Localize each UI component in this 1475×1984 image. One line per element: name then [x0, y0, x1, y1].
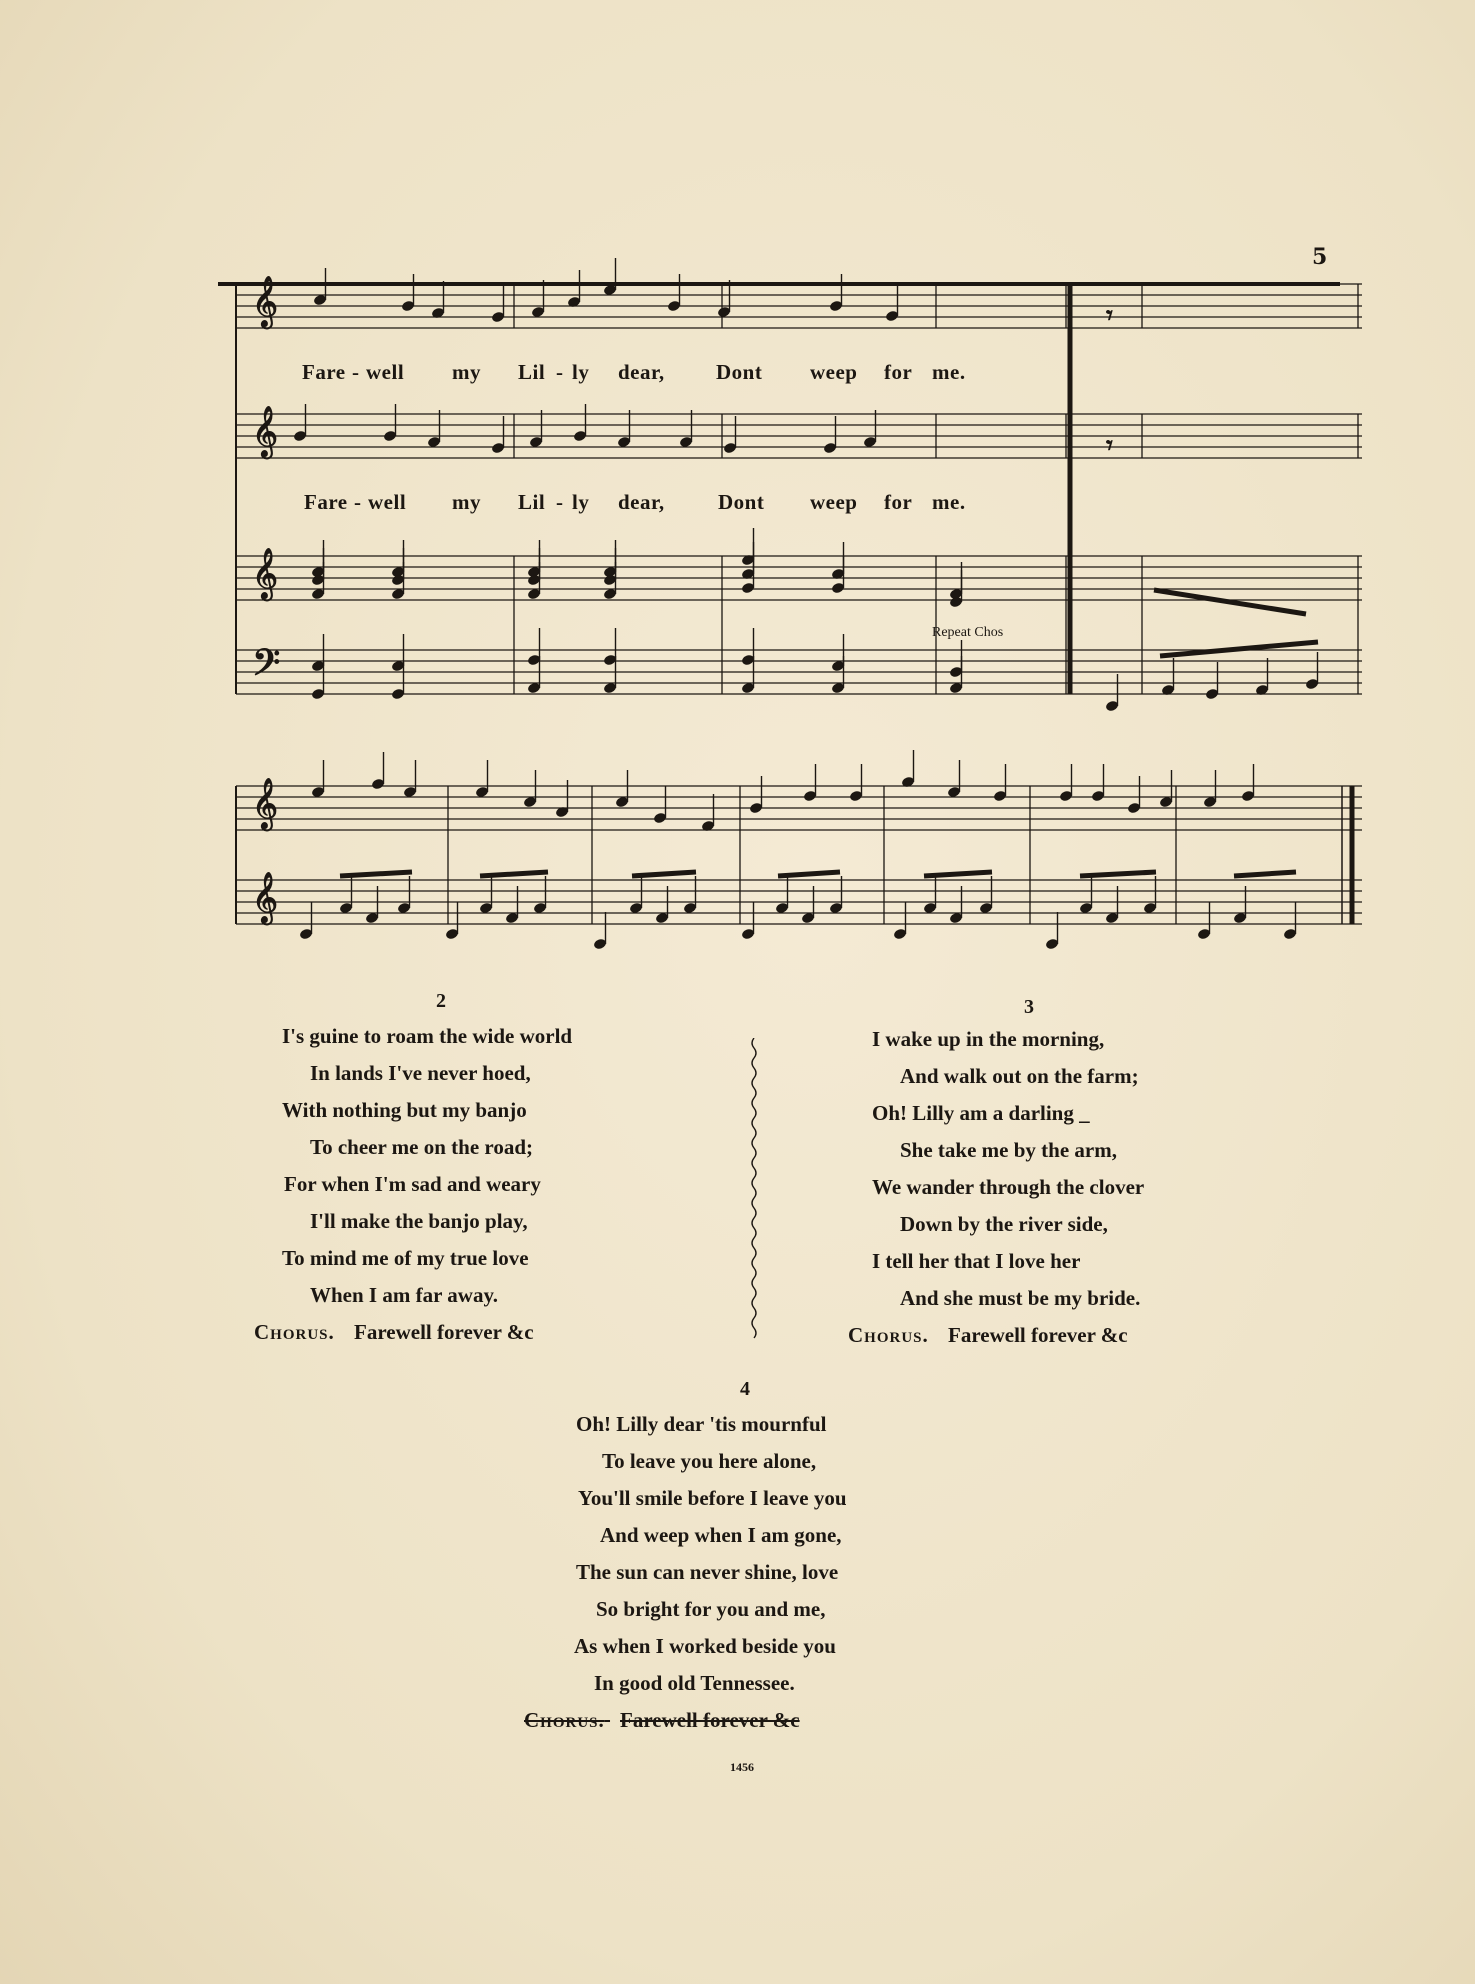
- lyric-voice1-2: well: [366, 360, 405, 384]
- verse-line: So bright for you and me,: [596, 1597, 826, 1621]
- verse-line: To cheer me on the road;: [310, 1135, 534, 1159]
- verse-number: 2: [436, 990, 446, 1012]
- note-beam: [924, 872, 992, 876]
- lyric-voice1-3: my: [452, 360, 481, 384]
- bass-clef-icon: 𝄢: [252, 642, 281, 693]
- eighth-rest-icon: 𝄾: [1106, 431, 1113, 461]
- lyric-voice2-4: Lil: [518, 490, 546, 514]
- verse-line: As when I worked beside you: [574, 1634, 836, 1658]
- verse-line: The sun can never shine, love: [576, 1560, 839, 1584]
- verse-line: When I am far away.: [310, 1283, 499, 1307]
- chorus-line: [524, 1708, 800, 1733]
- verse-line: I wake up in the morning,: [872, 1027, 1105, 1051]
- lyric-voice2-0: Fare: [304, 490, 348, 514]
- lyric-voice1-5: -: [556, 360, 564, 384]
- lyric-voice2-5: -: [556, 490, 564, 514]
- eighth-rest-icon: 𝄾: [1106, 301, 1113, 331]
- chorus-label: Chorus.: [254, 1320, 335, 1344]
- repeat-chorus-note: Repeat Chos: [932, 625, 1004, 640]
- verse-line: Oh! Lilly am a darling _: [872, 1101, 1090, 1125]
- verse-line: And she must be my bride.: [900, 1286, 1141, 1310]
- chorus-text: Farewell forever &c: [354, 1320, 534, 1344]
- lyric-voice2-9: weep: [810, 490, 858, 514]
- note-beam: [1160, 642, 1318, 656]
- lyric-voice1-8: Dont: [716, 360, 763, 384]
- chorus-label: Chorus.: [848, 1323, 929, 1347]
- lyric-voice2-2: well: [368, 490, 407, 514]
- verse-line: In lands I've never hoed,: [310, 1061, 531, 1085]
- note-beam: [632, 872, 696, 876]
- chorus-text: Farewell forever &c: [948, 1323, 1128, 1347]
- lyric-voice2-3: my: [452, 490, 481, 514]
- note-beam: [480, 872, 548, 876]
- lyric-voice2-7: dear,: [618, 490, 665, 514]
- verse-line: In good old Tennessee.: [594, 1671, 795, 1695]
- chorus-text: Farewell forever &c: [620, 1708, 800, 1732]
- lyric-voice1-7: dear,: [618, 360, 665, 384]
- wavy-divider: [750, 1038, 758, 1340]
- verse-line: For when I'm sad and weary: [284, 1172, 541, 1196]
- lyric-voice2-8: Dont: [718, 490, 765, 514]
- lyric-voice1-6: ly: [572, 360, 590, 384]
- verse-line: To mind me of my true love: [282, 1246, 529, 1270]
- lyric-voice2-6: ly: [572, 490, 590, 514]
- verse-line: I tell her that I love her: [872, 1249, 1081, 1273]
- lyric-voice1-10: for: [884, 360, 913, 384]
- note-beam: [1154, 590, 1306, 614]
- page-number: 5: [1312, 244, 1328, 270]
- verse-line: We wander through the clover: [872, 1175, 1145, 1199]
- verse-number: 3: [1024, 996, 1034, 1018]
- treble-clef-icon: 𝄞: [252, 778, 279, 829]
- lyric-voice1-11: me.: [932, 360, 966, 384]
- verse-line: Down by the river side,: [900, 1212, 1108, 1236]
- verse-line: And weep when I am gone,: [600, 1523, 842, 1547]
- note-beam: [1080, 872, 1156, 876]
- verse-line: You'll smile before I leave you: [578, 1486, 847, 1510]
- lyric-voice1-0: Fare: [302, 360, 346, 384]
- lyric-voice1-1: -: [352, 360, 360, 384]
- verse-line: She take me by the arm,: [900, 1138, 1117, 1162]
- lyric-voice1-4: Lil: [518, 360, 546, 384]
- verse-line: I's guine to roam the wide world: [282, 1024, 573, 1048]
- plate-number: 1456: [730, 1760, 754, 1774]
- verse-line: And walk out on the farm;: [900, 1064, 1139, 1088]
- treble-clef-icon: 𝄞: [252, 276, 279, 327]
- note-beam: [778, 872, 840, 876]
- treble-clef-icon: 𝄞: [252, 406, 279, 457]
- chorus-label: Chorus.: [524, 1708, 605, 1732]
- lyric-voice2-1: -: [354, 490, 362, 514]
- chorus-line: [254, 1320, 534, 1345]
- verse-line: To leave you here alone,: [602, 1449, 817, 1473]
- note-beam: [1234, 872, 1296, 876]
- lyric-voice2-11: me.: [932, 490, 966, 514]
- lyric-voice1-9: weep: [810, 360, 858, 384]
- verse-line: With nothing but my banjo: [282, 1098, 527, 1122]
- verse-number: 4: [740, 1378, 750, 1400]
- note-beam: [340, 872, 412, 876]
- verse-line: I'll make the banjo play,: [310, 1209, 528, 1233]
- treble-clef-icon: 𝄞: [252, 548, 279, 599]
- chorus-line: [848, 1323, 1128, 1348]
- treble-clef-icon: 𝄞: [252, 872, 279, 923]
- lyric-voice2-10: for: [884, 490, 913, 514]
- verse-line: Oh! Lilly dear 'tis mournful: [576, 1412, 827, 1436]
